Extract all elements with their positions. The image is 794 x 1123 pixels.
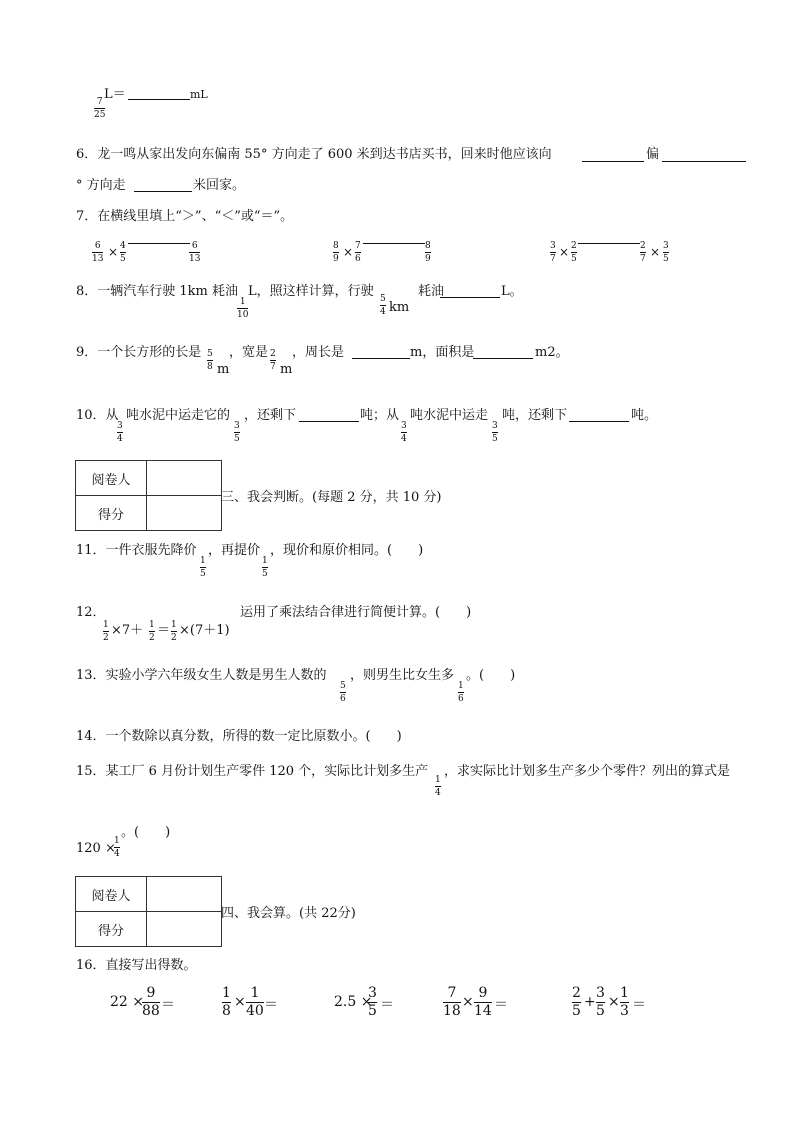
score-label: 得分 [76, 912, 147, 947]
fraction: 1 2 [103, 620, 109, 643]
fraction: 9 88 [142, 985, 160, 1019]
compare-blank[interactable] [128, 243, 190, 244]
times-sign: × [343, 245, 354, 259]
q6-pian: 偏 [646, 147, 660, 162]
answer-blank[interactable] [299, 421, 359, 422]
plus-sign: + [584, 994, 596, 1010]
fraction: 1 2 [149, 620, 155, 643]
score-table [75, 460, 222, 531]
q15-b: ，求实际比计划多生产多少个零件？列出的算式是 [444, 764, 731, 779]
q13-c: 。( ) [466, 668, 516, 683]
q13-a: 13．实验小学六年级女生人数是男生人数的 [76, 668, 327, 683]
q6-line1: 6．龙一鸣从家出发向东偏南 55° 方向走了 600 米到达书店买书，回来时他应该向 [76, 147, 552, 162]
q12-b: 运用了乘法结合律进行简便计算。( ) [240, 605, 472, 620]
fraction: 5 8 [207, 349, 213, 372]
equals-sign: ＝ [632, 997, 646, 1013]
q15-c: 120 × [76, 841, 116, 856]
q12-eq: ＝ [157, 623, 171, 638]
answer-blank[interactable] [569, 421, 629, 422]
score-table [75, 876, 222, 947]
q13-b: ，则男生比女生多 [350, 668, 455, 683]
q8-d: 耗油 [418, 284, 445, 299]
fraction: 3 5 [663, 241, 669, 264]
fraction: 2 5 [571, 241, 577, 264]
q14-text: 14．一个数除以真分数，所得的数一定比原数小。( ) [76, 729, 402, 744]
q11-b: ，再提价 [208, 543, 261, 558]
q9-e: ，周长是 [292, 345, 345, 360]
fraction: 1 3 [620, 985, 629, 1019]
expr-prefix: 2.5 × [334, 994, 373, 1010]
q9-g: m2。 [535, 345, 569, 360]
score-cell[interactable] [147, 912, 222, 947]
fraction: 1 5 [200, 556, 206, 579]
fraction: 7 25 [94, 97, 106, 120]
reviewer-label: 阅卷人 [76, 461, 147, 496]
reviewer-cell[interactable] [147, 877, 222, 912]
equals-sign: ＝ [264, 997, 278, 1013]
reviewer-label: 阅卷人 [76, 877, 147, 912]
reviewer-cell[interactable] [147, 461, 222, 496]
q9-c: ，宽是 [229, 345, 269, 360]
times-sign: × [608, 994, 620, 1010]
fraction: 8 9 [333, 241, 339, 264]
q9-a: 9．一个长方形的长是 [76, 345, 202, 360]
fraction: 6 13 [189, 241, 201, 264]
answer-blank[interactable] [473, 358, 533, 359]
score-label: 得分 [76, 496, 147, 531]
times-sign: × [234, 994, 246, 1010]
q5-eq: L＝ [104, 87, 126, 102]
q10-f: 吨，还剩下 [502, 408, 568, 423]
answer-blank[interactable] [582, 161, 644, 162]
fraction: 4 5 [120, 241, 126, 264]
fraction: 1 10 [237, 297, 249, 320]
q10-b: 吨水泥中运走它的 [126, 408, 231, 423]
fraction: 5 4 [380, 294, 386, 317]
q10-g: 吨。 [631, 408, 658, 423]
compare-blank[interactable] [578, 243, 640, 244]
fraction: 8 9 [425, 241, 431, 264]
q6-line2a: ° 方向走 [76, 178, 126, 193]
fraction: 5 6 [340, 681, 346, 704]
fraction: 2 7 [640, 241, 646, 264]
fraction: 3 5 [234, 421, 240, 444]
q9-unit2: m [280, 362, 293, 377]
q7-text: 7．在横线里填上“＞”、“＜”或“＝”。 [76, 209, 294, 224]
fraction: 6 13 [92, 241, 104, 264]
fraction: 1 2 [171, 620, 177, 643]
fraction: 1 8 [222, 985, 231, 1019]
unit-label: mL [190, 88, 208, 101]
fraction: 1 5 [262, 556, 268, 579]
q15-d: 。( ) [121, 825, 171, 840]
fraction: 3 5 [596, 985, 605, 1019]
compare-blank[interactable] [363, 243, 425, 244]
q10-a: 10．从 [76, 408, 119, 423]
fraction: 1 4 [114, 836, 120, 859]
fraction: 7 6 [355, 241, 361, 264]
answer-blank[interactable] [134, 191, 192, 192]
answer-blank[interactable] [352, 358, 410, 359]
q16-text: 16．直接写出得数。 [76, 958, 197, 973]
expr-prefix: 22 × [110, 994, 144, 1010]
q12-expr3: ×(7＋1) [179, 623, 230, 638]
fraction: 9 14 [474, 985, 492, 1019]
times-sign: × [108, 245, 119, 259]
q8-unit: km [389, 300, 410, 315]
q11-c: ，现价和原价相同。( ) [270, 543, 424, 558]
times-sign: × [462, 994, 474, 1010]
q12-a: 12． [76, 605, 106, 620]
q9-unit1: m [217, 362, 230, 377]
answer-blank[interactable] [128, 99, 190, 100]
q8-a: 8．一辆汽车行驶 1km 耗油 [76, 284, 239, 299]
equals-sign: ＝ [494, 997, 508, 1013]
fraction: 3 7 [550, 241, 556, 264]
q10-d: 吨；从 [360, 408, 400, 423]
section-heading: 三、我会判断。(每题 2 分，共 10 分) [221, 490, 442, 505]
q10-c: ，还剩下 [244, 408, 297, 423]
q15-a: 15．某工厂 6 月份计划生产零件 120 个，实际比计划多生产 [76, 764, 429, 779]
fraction: 1 6 [458, 681, 464, 704]
q9-f: m，面积是 [410, 345, 475, 360]
q8-b: L，照这样计算，行驶 [248, 284, 374, 299]
equals-sign: ＝ [161, 997, 175, 1013]
fraction: 7 18 [443, 985, 461, 1019]
section-heading: 四、我会算。(共 22分) [221, 906, 356, 921]
equals-sign: ＝ [380, 997, 394, 1013]
fraction: 3 4 [117, 421, 123, 444]
fraction: 3 5 [492, 421, 498, 444]
answer-blank[interactable] [662, 161, 746, 162]
fraction: 1 4 [435, 775, 441, 798]
q12-expr: ×7＋ [111, 623, 144, 638]
q11-a: 11．一件衣服先降价 [76, 543, 197, 558]
q10-e: 吨水泥中运走 [410, 408, 489, 423]
q8-e: L。 [501, 284, 523, 299]
fraction: 3 4 [401, 421, 407, 444]
fraction: 3 5 [368, 985, 377, 1019]
q6-line2b: 米回家。 [193, 178, 246, 193]
times-sign: × [650, 245, 661, 259]
fraction: 2 5 [572, 985, 581, 1019]
fraction: 2 7 [270, 349, 276, 372]
times-sign: × [559, 245, 570, 259]
answer-blank[interactable] [440, 297, 500, 298]
fraction: 1 40 [246, 985, 264, 1019]
score-cell[interactable] [147, 496, 222, 531]
